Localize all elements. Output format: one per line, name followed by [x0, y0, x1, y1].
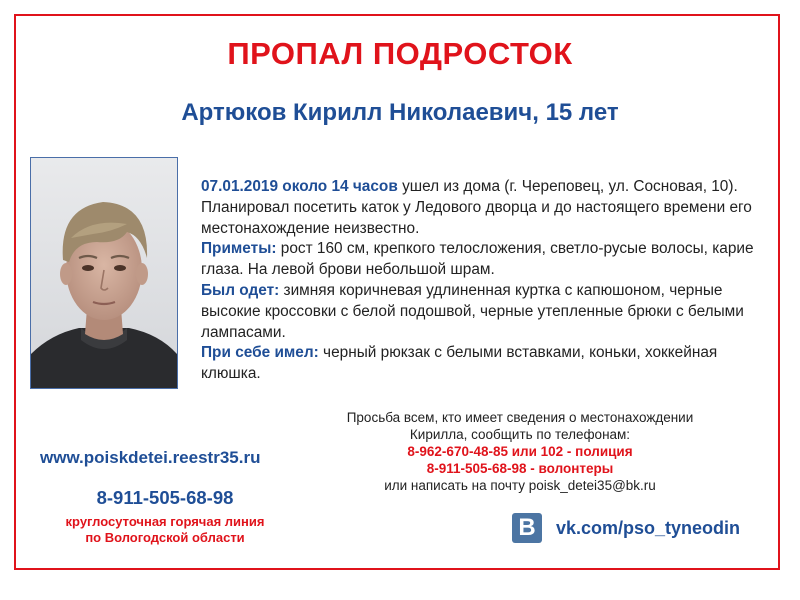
signs-text: рост 160 см, крепкого телосложения, светло-русые волосы, карие глаза. На левой брови небольшой шрам.	[201, 240, 754, 279]
items-text: черный рюкзак с белыми вставками, коньки, хоккейная клюшка.	[201, 344, 718, 383]
vk-link[interactable]: vk.com/pso_tyneodin	[556, 518, 741, 538]
police-phones: 8-962-670-48-85 или 102 - полиция	[407, 444, 633, 459]
missing-person-photo	[30, 157, 178, 389]
vk-logo-icon: B	[512, 513, 542, 543]
missing-person-name: Артюков Кирилл Николаевич, 15 лет	[181, 99, 619, 126]
appeal-line-1: Просьба всем, кто имеет сведения о местонахождении	[346, 410, 694, 425]
date-time: 07.01.2019 около 14 часов	[201, 178, 398, 195]
clothes-text: зимняя коричневая удлиненная куртка с капюшоном, черные высокие кроссовки с белой подошвой, черные утепленные брюки с белыми лампасами.	[201, 281, 744, 341]
hotline-line-2: по Вологодской области	[85, 530, 245, 545]
circumstances-text: ушел из дома (г. Череповец, ул. Сосновая, 10). Планировал посетить каток у Ледового дворца и до настоящего времени его местонахождение неизвестно.	[201, 178, 752, 237]
hotline-phone: 8-911-505-68-98	[96, 487, 234, 508]
hotline-line-1: круглосуточная горячая линия	[65, 514, 265, 529]
volunteers-phone: 8-911-505-68-98 - волонтеры	[426, 461, 614, 476]
appeal-block	[310, 409, 730, 494]
poster-title: ПРОПАЛ ПОДРОСТОК	[227, 36, 573, 71]
clothes-label: Был одет:	[201, 281, 280, 299]
website-link[interactable]: www.poiskdetei.reestr35.ru	[40, 448, 261, 467]
signs-label: Приметы:	[201, 240, 277, 258]
description-block	[201, 177, 771, 385]
email-line: или написать на почту poisk_detei35@bk.ru	[384, 478, 656, 493]
items-label: При себе имел:	[201, 344, 319, 362]
appeal-line-2: Кирилла, сообщить по телефонам:	[409, 427, 631, 442]
hotline-caption	[0, 514, 330, 546]
